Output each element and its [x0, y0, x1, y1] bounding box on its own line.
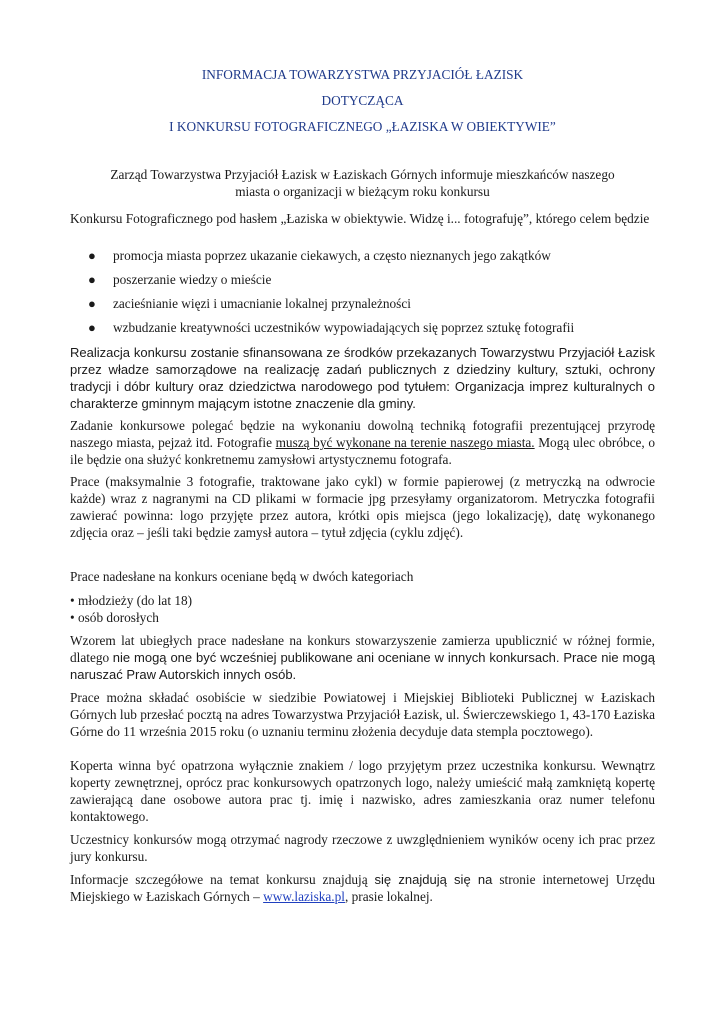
info-text-1: Informacje szczegółowe na temat konkursu znajdują [70, 872, 375, 887]
info-text-2: się znajdują się na [374, 872, 493, 887]
envelope-paragraph: Koperta winna być opatrzona wyłącznie znakiem / logo przyjętym przez uczestnika konkursu. Wewnątrz koperty zewnętrznej, oprócz prac konkursowych opatrzonych logo, należy umieścić małą zamkniętą kopertę zawierającą dane osobowe autora prac tj. imię i nazwisko, adres zamieszkania oraz numer telefonu kontaktowego. [70, 758, 655, 824]
info-text-3: stronie internetowej Urzędu Miejskiego w Łaziskach Górnych – [70, 872, 655, 904]
task-requirement: muszą być wykonane na terenie naszego miasta. [275, 435, 535, 450]
info-paragraph [70, 871, 655, 905]
category-item: • młodzieży (do lat 18) [70, 593, 193, 608]
goal-text: promocja miasta poprzez ukazanie ciekawych, a często nieznanych jego zakątków [113, 248, 551, 263]
categories-intro: Prace nadesłane na konkurs oceniane będą w dwóch kategoriach [70, 569, 414, 584]
info-text-4: , prasie lokalnej. [344, 889, 433, 904]
bullet-icon: ● [88, 248, 96, 263]
goal-text: zacieśnianie więzi i umacnianie lokalnej przynależności [113, 296, 411, 311]
intro-line-2: miasta o organizacji w bieżącym roku konkursu [235, 184, 490, 199]
task-paragraph [70, 417, 655, 468]
goal-text: wzbudzanie kreatywności uczestników wypowiadających się poprzez sztukę fotografii [113, 320, 575, 335]
delivery-paragraph: Prace można składać osobiście w siedzibie Powiatowej i Miejskiej Biblioteki Publicznej w Łaziskach Górnych lub przesłać pocztą na adres Towarzystwa Przyjaciół Łazisk, ul. Świerczewskiego 1, 43-170 Łaziska Górne do 11 września 2015 roku (o uznaniu terminu złożenia decyduje data stempla pocztowego). [70, 690, 655, 739]
header-line-3: I KONKURSU FOTOGRAFICZNEGO „ŁAZISKA W OBIEKTYWIE” [169, 119, 556, 134]
intro-paragraph: Konkursu Fotograficznego pod hasłem „Łaziska w obiektywie. Widzę i... fotografuję”, którego celem będzie [70, 211, 650, 226]
task-text-2: Mogą ulec obróbce, o ile będzie ona służyć konkretnemu zamysłowi artystycznemu fotografa. [70, 435, 656, 467]
funding-paragraph: Realizacja konkursu zostanie sfinansowana ze środków przekazanych Towarzystwu Przyjaciół Łazisk przez władze samorządowe na realizację zadań publicznych z dziedziny kultury, sztuki, ochrony tradycji i dóbr kultury oraz dziedzictwa narodowego pod tytułem: Organizacja imprez kulturalnych o charakterze gminnym mającym istotne znaczenie dla gminy. [70, 345, 655, 411]
bullet-icon: ● [88, 296, 96, 311]
publication-paragraph [70, 632, 655, 683]
category-item: • osób dorosłych [70, 610, 159, 625]
goal-text: poszerzanie wiedzy o mieście [113, 272, 272, 287]
intro-line-1: Zarząd Towarzystwa Przyjaciół Łazisk w Łaziskach Górnych informuje mieszkańców naszego [110, 167, 615, 182]
bullet-icon: ● [88, 320, 96, 335]
prizes-paragraph: Uczestnicy konkursów mogą otrzymać nagrody rzeczowe z uwzględnieniem wyników oceny ich prac przez jury konkursu. [70, 832, 655, 864]
task-text-1: Zadanie konkursowe polegać będzie na wykonaniu dowolną techniką fotografii prezentującej przyrodę naszego miasta, pejzaż itd. Fotografie [70, 418, 655, 450]
publication-text-2: nie mogą one być wcześniej publikowane ani oceniane w innych konkursach. Prace nie mogą naruszać Praw Autorskich innych osób. [70, 650, 655, 682]
publication-text-1: Wzorem lat ubiegłych prace nadesłane na konkurs stowarzyszenie zamierza upublicznić w różnej formie, dlatego [70, 633, 655, 665]
submission-paragraph: Prace (maksymalnie 3 fotografie, traktowane jako cykl) w formie papierowej (z metryczką na odwrocie każde) wraz z nagranymi na CD plikami w formacie jpg przesyłamy organizatorom. Metryczka fotografii zawierać powinna: logo przyjęte przez autora, krótki opis miejsca (jego lokalizację), datę wykonanego zdjęcia oraz – jeśli taki będzie zamysł autora – tytuł zdjęcia (cyklu zdjęć). [70, 474, 655, 540]
bullet-icon: ● [88, 272, 96, 287]
header-line-1: INFORMACJA TOWARZYSTWA PRZYJACIÓŁ ŁAZISK [201, 67, 524, 82]
website-link[interactable]: www.laziska.pl [263, 889, 345, 904]
header-line-2: DOTYCZĄCA [321, 93, 404, 108]
